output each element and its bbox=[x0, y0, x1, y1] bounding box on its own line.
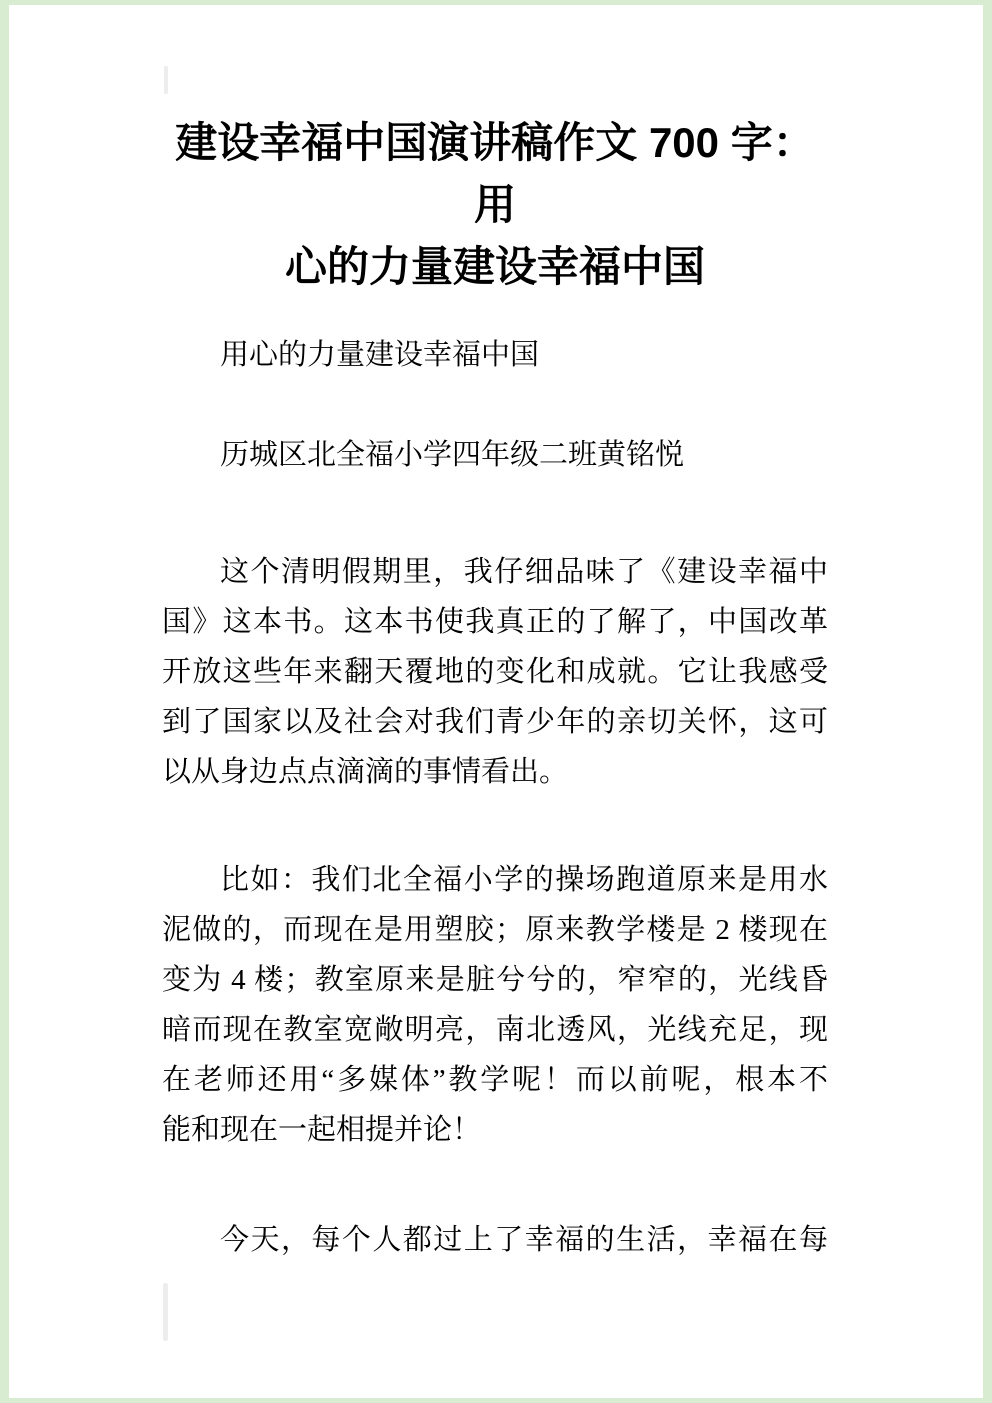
author-line: 历城区北全福小学四年级二班黄铭悦 bbox=[220, 439, 685, 471]
text-line: 比如：我们北全福小学的操场跑道原来是用水 bbox=[220, 864, 828, 896]
text-line: 这个清明假期里，我仔细品味了《建设幸福中 bbox=[220, 556, 828, 588]
paragraph-2 bbox=[162, 855, 828, 1155]
text-line: 国》这本书。这本书使我真正的了解了，中国改革 bbox=[162, 606, 828, 638]
text-line: 在老师还用“多媒体”教学呢！而以前呢，根本不 bbox=[162, 1064, 828, 1096]
paragraph-1 bbox=[162, 547, 828, 797]
document-content bbox=[162, 5, 828, 1398]
text-line: 变为 4 楼；教室原来是脏兮兮的，窄窄的，光线昏 bbox=[162, 964, 828, 996]
title-line-2: 心的力量建设幸福中国 bbox=[284, 243, 705, 290]
title-line-1: 建设幸福中国演讲稿作文 700 字：用 bbox=[175, 119, 815, 228]
document-title bbox=[162, 112, 828, 298]
page-surface bbox=[9, 5, 983, 1398]
text-line: 能和现在一起相提并论！ bbox=[162, 1114, 482, 1146]
text-line: 开放这些年来翻天覆地的变化和成就。它让我感受 bbox=[162, 656, 828, 688]
document-subtitle: 用心的力量建设幸福中国 bbox=[220, 339, 540, 371]
paragraph-3 bbox=[162, 1215, 828, 1265]
text-line: 今天，每个人都过上了幸福的生活，幸福在每 bbox=[220, 1224, 828, 1256]
text-line: 到了国家以及社会对我们青少年的亲切关怀，这可 bbox=[162, 706, 828, 738]
text-line: 暗而现在教室宽敞明亮，南北透风，光线充足，现 bbox=[162, 1014, 828, 1046]
text-line: 泥做的，而现在是用塑胶；原来教学楼是 2 楼现在 bbox=[162, 914, 828, 946]
text-line: 以从身边点点滴滴的事情看出。 bbox=[162, 756, 569, 788]
